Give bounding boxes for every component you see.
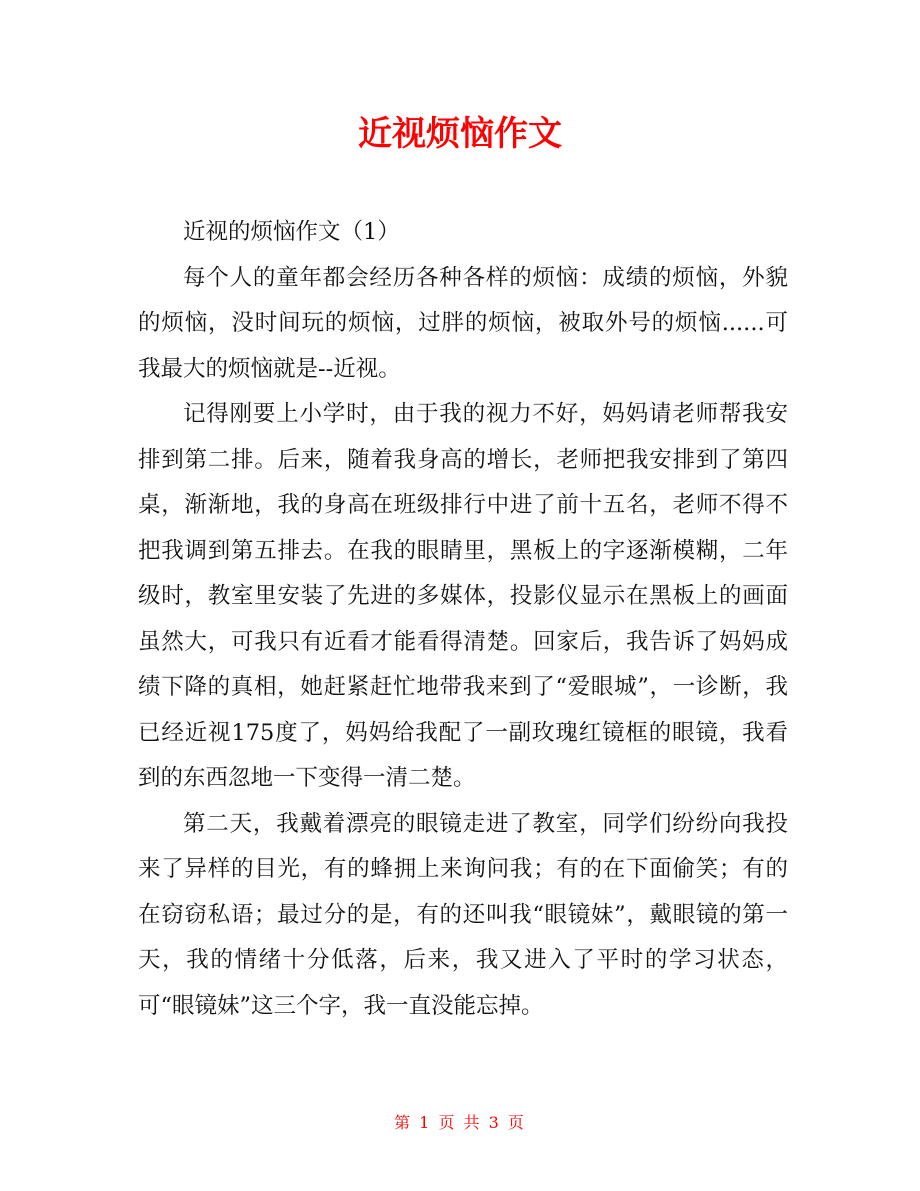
document-title: 近视烦恼作文 [358,114,562,154]
paragraph: 第二天，我戴着漂亮的眼镜走进了教室，同学们纷纷向我投来了异样的目光，有的蜂拥上来询问我；有的在下面偷笑；有的在窃窃私语；最过分的是，有的还叫我“眼镜妹”，戴眼镜的第一天，我的情绪十分低落，后来，我又进入了平时的学习状态，可“眼镜妹”这三个字，我一直没能忘掉。 [138,810,788,1019]
paragraph: 记得刚要上小学时，由于我的视力不好，妈妈请老师帮我安排到第二排。后来，随着我身高的增长，老师把我安排到了第四桌，渐渐地，我的身高在班级排行中进了前十五名，老师不得不把我调到第五排去。在我的眼睛里，黑板上的字逐渐模糊，二年级时，教室里安装了先进的多媒体，投影仪显示在黑板上的画面虽然大，可我只有近看才能看得清楚。回家后，我告诉了妈妈成绩下降的真相，她赶紧赶忙地带我来到了“爱眼城”，一诊断，我已经近视175度了，妈妈给我配了一副玫瑰红镜框的眼镜，我看到的东西忽地一下变得一清二楚。 [138,401,788,791]
paragraph: 每个人的童年都会经历各种各样的烦恼：成绩的烦恼，外貌的烦恼，没时间玩的烦恼，过胖的烦恼，被取外号的烦恼......可我最大的烦恼就是--近视。 [138,264,788,382]
paragraph-heading: 近视的烦恼作文（1） [183,219,400,245]
document-body [138,210,788,1029]
page-footer: 第 1 页 共 3 页 [394,1113,526,1132]
